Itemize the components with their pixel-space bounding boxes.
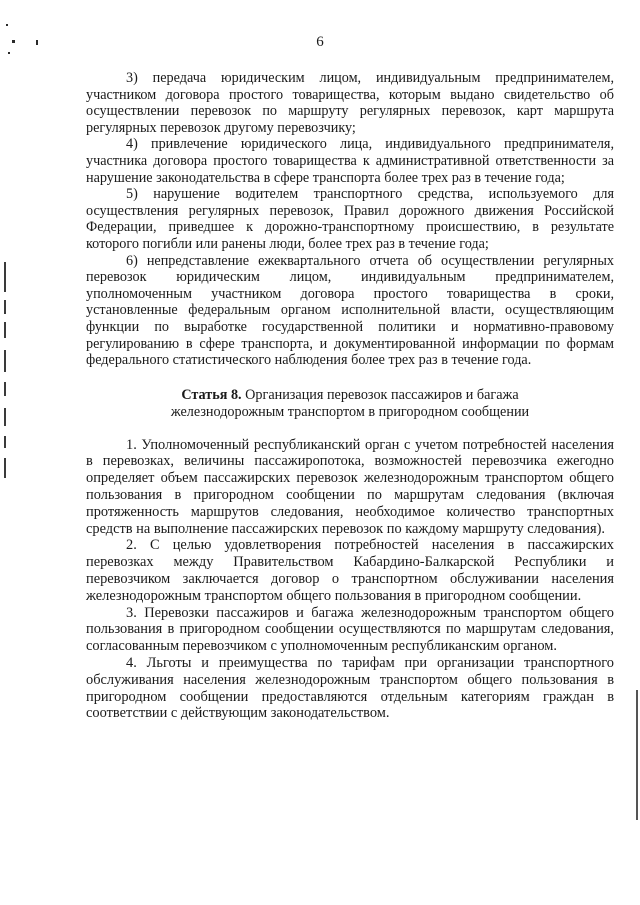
paragraph-clause-3: 3. Перевозки пассажиров и багажа железнодорожным транспортом общего пользования в пригородном сообщении осуществляются по маршрутам следования, согласованным перевозчиком с уполномоченным республиканским органом. bbox=[86, 604, 614, 655]
paragraph-item-6: 6) непредставление ежеквартального отчета об осуществлении регулярных перевозок юридическим лицом, индивидуальным предпринимателем, уполномоченным участником договора простого товарищества в сроки, установленные федеральным органом исполнительной власти, осуществляющим функции по выработке государственной политики и нормативно-правовому регулированию в сфере транспорта, и документированной информации по формам федерального статистического наблюдения более трех раз в течение года. bbox=[86, 252, 614, 369]
article-title: Организация перевозок пассажиров и багажа железнодорожным транспортом в пригородном сообщении bbox=[170, 386, 530, 420]
paragraph-clause-4: 4. Льготы и преимущества по тарифам при организации транспортного обслуживания населения железнодорожным транспортом общего пользования в пригородном сообщении предоставляются отдельным категориям граждан в соответствии с действующим законодательством. bbox=[86, 655, 614, 722]
scan-edge-line bbox=[4, 262, 6, 292]
paragraph-item-5: 5) нарушение водителем транспортного средства, используемого для осуществления регулярных перевозок, Правил дорожного движения Российской Федерации, приведшее к дорожно-транспортному происшествию, в результате которого погибли или ранены люди, более трех раз в течение года; bbox=[86, 186, 614, 252]
scan-speck bbox=[8, 52, 10, 54]
scan-edge-line-right bbox=[636, 690, 638, 820]
document-body bbox=[86, 70, 614, 722]
paragraph-clause-1: 1. Уполномоченный республиканский орган с учетом потребностей населения в перевозках, величины пассажиропотока, возможностей перевозчика ежегодно определяет объем пассажирских перевозок железнодорожным транспортом общего пользования в пригородном сообщении по маршрутам следования (включая протяженность маршрутов следования, необходимое количество транспортных средств на выполнение пассажирских перевозок по каждому маршруту следования). bbox=[86, 436, 614, 537]
scan-edge-line bbox=[4, 350, 6, 372]
scan-edge-line bbox=[4, 300, 6, 314]
scan-edge-line bbox=[4, 322, 6, 338]
article-body bbox=[86, 437, 614, 723]
scan-edge-line bbox=[4, 408, 6, 426]
article-heading bbox=[86, 387, 614, 421]
scan-edge-line bbox=[4, 382, 6, 396]
scan-speck bbox=[6, 24, 8, 26]
page-number: 6 bbox=[316, 34, 324, 50]
article-label: Статья 8. bbox=[181, 386, 242, 403]
paragraph-item-3: 3) передача юридическим лицом, индивидуальным предпринимателем, участником договора простого товарищества, которым выдано свидетельство об осуществлении перевозок по маршруту регулярных перевозок, карт маршрута регулярных перевозок другому перевозчику; bbox=[86, 70, 614, 136]
scan-edge-line bbox=[4, 436, 6, 448]
paragraph-clause-2: 2. С целью удовлетворения потребностей населения в пассажирских перевозках между Правительством Кабардино-Балкарской Республики и перевозчиком заключается договор о транспортном обслуживании населения железнодорожным транспортом общего пользования в пригородном сообщении. bbox=[86, 537, 614, 604]
paragraph-item-4: 4) привлечение юридического лица, индивидуального предпринимателя, участника договора простого товарищества к административной ответственности за нарушение законодательства в сфере транспорта более трех раз в течение года; bbox=[86, 136, 614, 186]
scan-edge-line bbox=[4, 458, 6, 478]
